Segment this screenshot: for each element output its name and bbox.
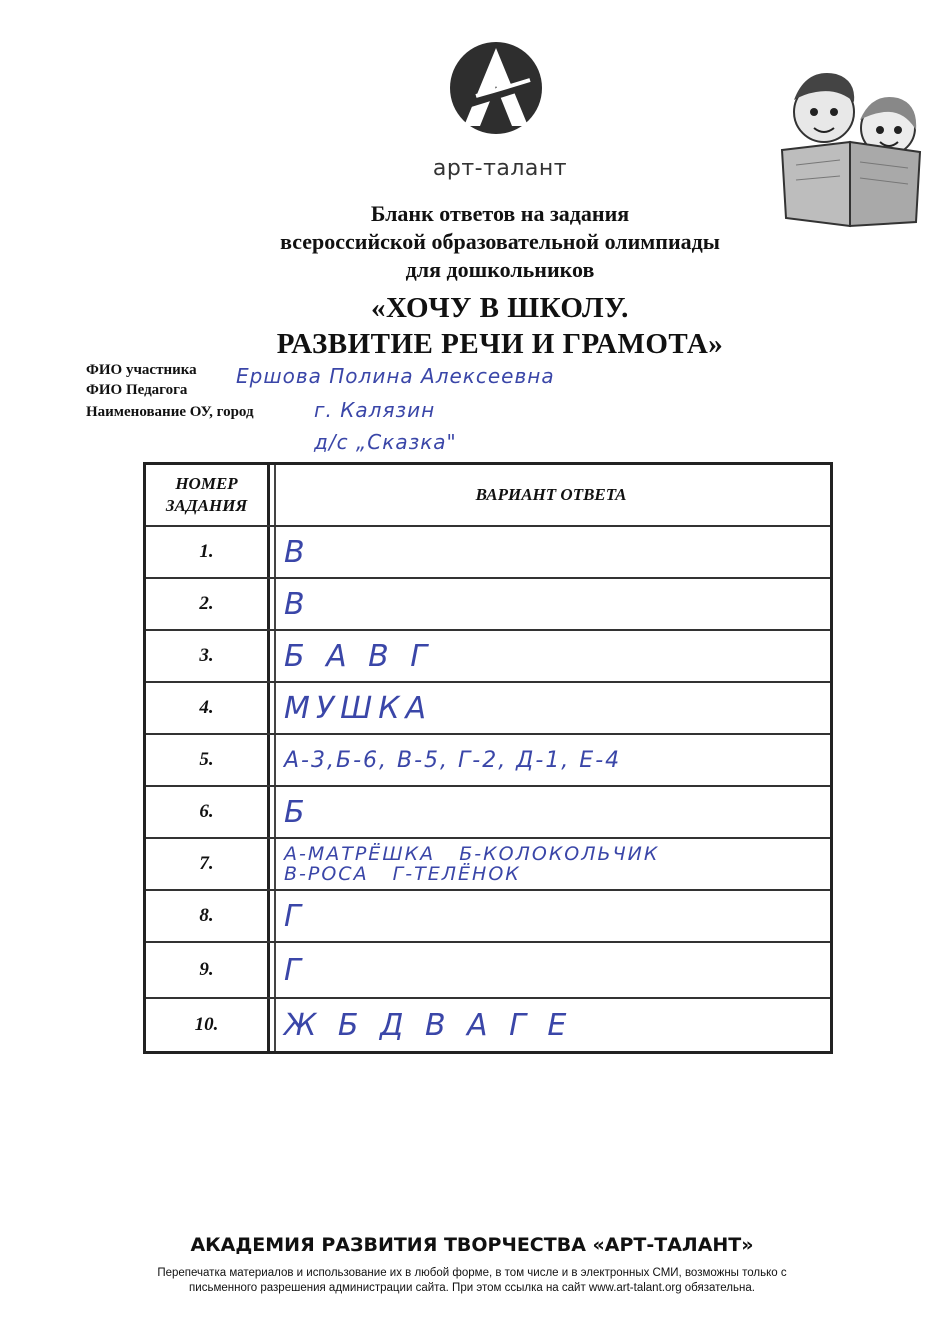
answer-cell[interactable]: Г (274, 943, 826, 997)
form-title (200, 200, 800, 362)
org-value-city[interactable]: г. Калязин (314, 398, 436, 422)
table-row (146, 999, 830, 1051)
table-header (146, 465, 830, 527)
footer-title: АКАДЕМИЯ РАЗВИТИЯ ТВОРЧЕСТВА «АРТ-ТАЛАНТ» (190, 1234, 754, 1256)
answer-cell[interactable] (274, 839, 826, 889)
task-number: 10. (146, 999, 270, 1051)
task-number: 3. (146, 631, 270, 681)
footer-note-line-2: письменного разрешения администрации сайта. При этом ссылка на сайт www.art-talant.org обязательна. (189, 1282, 755, 1294)
task-number: 8. (146, 891, 270, 941)
answer-cell[interactable]: Г (274, 891, 826, 941)
header-task-number: НОМЕР ЗАДАНИЯ (146, 465, 270, 525)
org-label: Наименование ОУ, город (86, 404, 254, 420)
brand-name: арт-талант (432, 156, 568, 181)
participant-label: ФИО участника (86, 362, 197, 378)
table-row (146, 631, 830, 683)
answer-cell[interactable]: Ж Б Д В А Г Е (274, 999, 826, 1051)
answer-table (143, 462, 833, 1054)
table-row (146, 527, 830, 579)
table-row (146, 735, 830, 787)
task-number: 6. (146, 787, 270, 837)
task-number: 7. (146, 839, 270, 889)
title-line-2: всероссийской образовательной олимпиады (280, 229, 720, 254)
org-value-kindergarten[interactable]: д/с „Сказка" (314, 430, 457, 454)
participant-fields (86, 358, 846, 468)
answer-line: В-РОСА Г-ТЕЛЁНОК (284, 863, 521, 885)
header-answer-variant: ВАРИАНТ ОТВЕТА (274, 465, 826, 525)
table-row (146, 683, 830, 735)
title-line-3: для дошкольников (405, 257, 595, 282)
task-number: 9. (146, 943, 270, 997)
answer-cell[interactable]: А-3,Б-6, В-5, Г-2, Д-1, Е-4 (274, 735, 826, 785)
table-row (146, 891, 830, 943)
title-line-5: РАЗВИТИЕ РЕЧИ И ГРАМОТА» (276, 328, 724, 360)
answer-cell[interactable]: В (274, 527, 826, 577)
answer-cell[interactable]: Б (274, 787, 826, 837)
teacher-label: ФИО Педагога (86, 382, 188, 398)
art-talant-logo-icon (446, 38, 546, 138)
footer-note (90, 1266, 854, 1296)
table-row (146, 943, 830, 999)
participant-value[interactable]: Ершова Полина Алексеевна (236, 364, 555, 388)
task-number: 4. (146, 683, 270, 733)
task-number: 5. (146, 735, 270, 785)
answer-cell[interactable]: В (274, 579, 826, 629)
table-row (146, 579, 830, 631)
answer-line: А-МАТРЁШКА Б-КОЛОКОЛЬЧИК (284, 843, 660, 865)
table-row (146, 839, 830, 891)
task-number: 2. (146, 579, 270, 629)
footer-note-line-1: Перепечатка материалов и использование их в любой форме, в том числе и в электронных СМИ, возможны только с (157, 1267, 787, 1279)
title-line-1: Бланк ответов на задания (370, 201, 630, 226)
title-line-4: «ХОЧУ В ШКОЛУ. (371, 292, 629, 324)
table-row (146, 787, 830, 839)
answer-cell[interactable]: Б А В Г (274, 631, 826, 681)
task-number: 1. (146, 527, 270, 577)
answer-cell[interactable]: МУШКА (274, 683, 826, 733)
